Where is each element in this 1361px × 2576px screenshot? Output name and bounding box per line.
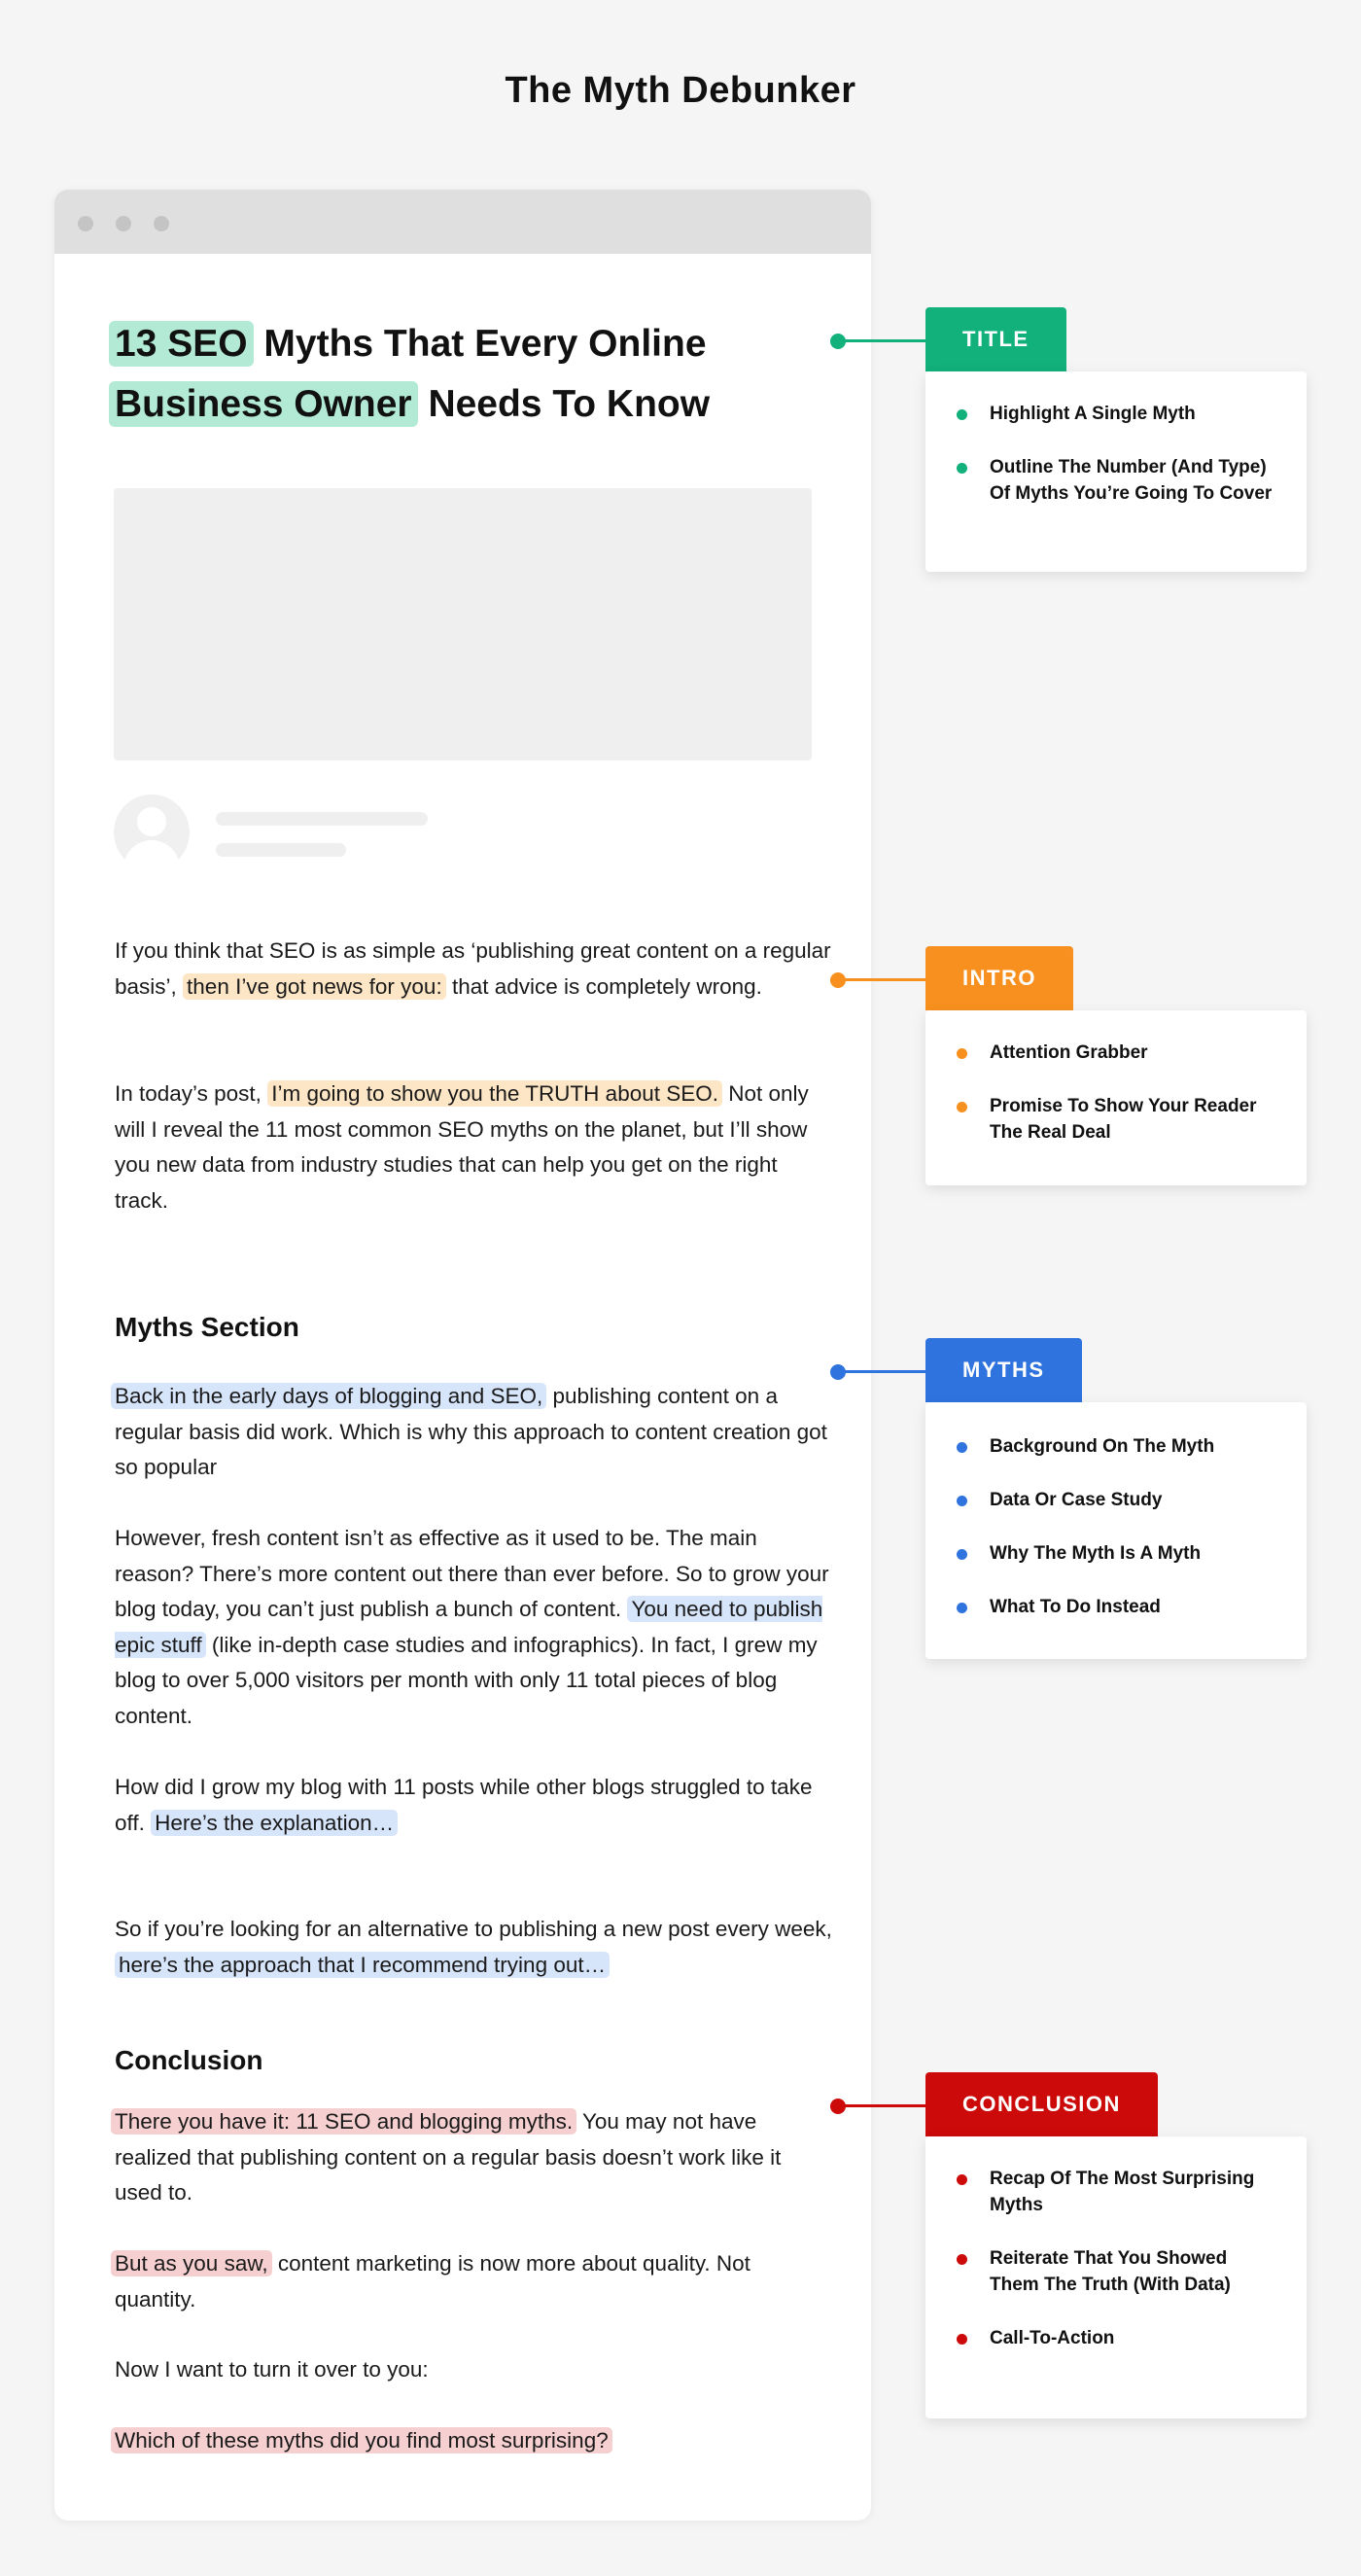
featured-image-placeholder — [114, 488, 812, 760]
title-card-item: Highlight A Single Myth — [957, 401, 1277, 427]
myths-card-item: What To Do Instead — [957, 1594, 1277, 1620]
title-tag: TITLE — [925, 307, 1066, 371]
conclusion-card-item: Call-To-Action — [957, 2325, 1277, 2351]
title-text: Needs To Know — [417, 383, 711, 425]
intro-card-item: Attention Grabber — [957, 1040, 1277, 1066]
bullet-icon — [957, 1496, 967, 1506]
conclusion-paragraph: There you have it: 11 SEO and blogging myths. You may not have realized that publishing content on a regular basis doesn’t work like it used to. — [115, 2104, 834, 2211]
conclusion-card — [925, 2136, 1307, 2418]
conclusion-card-item: Recap Of The Most Surprising Myths — [957, 2166, 1277, 2218]
browser-toolbar — [54, 190, 871, 254]
intro-card-item: Promise To Show Your Reader The Real Deal — [957, 1093, 1277, 1146]
conclusion-connector-line — [838, 2104, 927, 2107]
conclusion-highlight: There you have it: 11 SEO and blogging myths. — [111, 2108, 576, 2135]
conclusion-heading: Conclusion — [115, 2045, 263, 2075]
bullet-icon — [957, 2254, 967, 2265]
conclusion-card-item: Reiterate That You Showed Them The Truth (With Data) — [957, 2245, 1277, 2298]
window-dot-icon — [78, 216, 93, 231]
title-connector-line — [838, 339, 927, 342]
bullet-icon — [957, 1048, 967, 1059]
title-card-item: Outline The Number (And Type) Of Myths You’re Going To Cover — [957, 454, 1277, 507]
bullet-icon — [957, 463, 967, 474]
bullet-icon — [957, 409, 967, 420]
myths-highlight: Back in the early days of blogging and SEO, — [111, 1383, 546, 1409]
intro-highlight: then I’ve got news for you: — [183, 973, 446, 1000]
intro-paragraph: In today’s post, I’m going to show you the TRUTH about SEO. Not only will I reveal the 11 most common SEO myths on the planet, but I’ll show you new data from industry studies that can help you get on the right track. — [115, 1081, 809, 1213]
myths-connector-line — [838, 1370, 927, 1373]
conclusion-highlight: But as you saw, — [111, 2250, 272, 2276]
bullet-icon — [957, 1102, 967, 1112]
author-avatar-icon — [114, 794, 190, 870]
bullet-icon — [957, 1549, 967, 1560]
post-date-placeholder — [216, 843, 346, 857]
author-name-placeholder — [216, 812, 428, 826]
title-card — [925, 371, 1307, 572]
intro-highlight: I’m going to show you the TRUTH about SEO. — [267, 1080, 722, 1107]
myths-paragraph: So if you’re looking for an alternative to publishing a new post every week, here’s the approach that I recommend trying out… — [115, 1917, 832, 1977]
title-highlight: 13 SEO — [109, 321, 254, 367]
intro-card — [925, 1010, 1307, 1185]
myths-highlight: Here’s the explanation… — [151, 1810, 398, 1836]
bullet-icon — [957, 2334, 967, 2345]
article-title — [109, 314, 848, 435]
title-text: Myths That Every Online — [253, 323, 707, 365]
conclusion-highlight: Which of these myths did you find most surprising? — [111, 2427, 612, 2453]
page-title: The Myth Debunker — [505, 70, 856, 111]
browser-window — [54, 190, 871, 2521]
myths-paragraph: How did I grow my blog with 11 posts while other blogs struggled to take off. Here’s the explanation… — [115, 1775, 813, 1835]
myths-card-item: Why The Myth Is A Myth — [957, 1540, 1277, 1567]
myths-tag: MYTHS — [925, 1338, 1082, 1402]
conclusion-paragraph: Now I want to turn it over to you: — [115, 2357, 429, 2382]
myths-card — [925, 1402, 1307, 1659]
conclusion-paragraph — [115, 2423, 834, 2459]
myths-card-item: Background On The Myth — [957, 1433, 1277, 1460]
myths-heading: Myths Section — [115, 1312, 299, 1342]
bullet-icon — [957, 1603, 967, 1613]
intro-tag: INTRO — [925, 946, 1073, 1010]
myths-paragraph: Back in the early days of blogging and SEO, publishing content on a regular basis did work. Which is why this approach to content creation got so popular — [115, 1379, 834, 1486]
intro-paragraph: If you think that SEO is as simple as ‘publishing great content on a regular basis’, then I’ve got news for you: that advice is completely wrong. — [115, 938, 831, 999]
title-highlight: Business Owner — [109, 381, 418, 427]
conclusion-paragraph: But as you saw, content marketing is now more about quality. Not quantity. — [115, 2246, 834, 2317]
bullet-icon — [957, 1442, 967, 1453]
conclusion-tag: CONCLUSION — [925, 2072, 1158, 2136]
intro-connector-line — [838, 978, 927, 981]
window-dot-icon — [154, 216, 169, 231]
window-dot-icon — [116, 216, 131, 231]
myths-paragraph: However, fresh content isn’t as effective as it used to be. The main reason? There’s more content out there than ever before. So to grow your blog today, you can’t just publish a bunch of content. You need to publish epic stuff (like in-depth case studies and infographics). In fact, I grew my blog to over 5,000 visitors per month with only 11 total pieces of blog content. — [115, 1526, 829, 1728]
myths-highlight: here’s the approach that I recommend trying out… — [115, 1952, 610, 1978]
bullet-icon — [957, 2174, 967, 2185]
myths-highlight: You need to publish epic stuff — [115, 1597, 823, 1657]
myths-card-item: Data Or Case Study — [957, 1487, 1277, 1513]
